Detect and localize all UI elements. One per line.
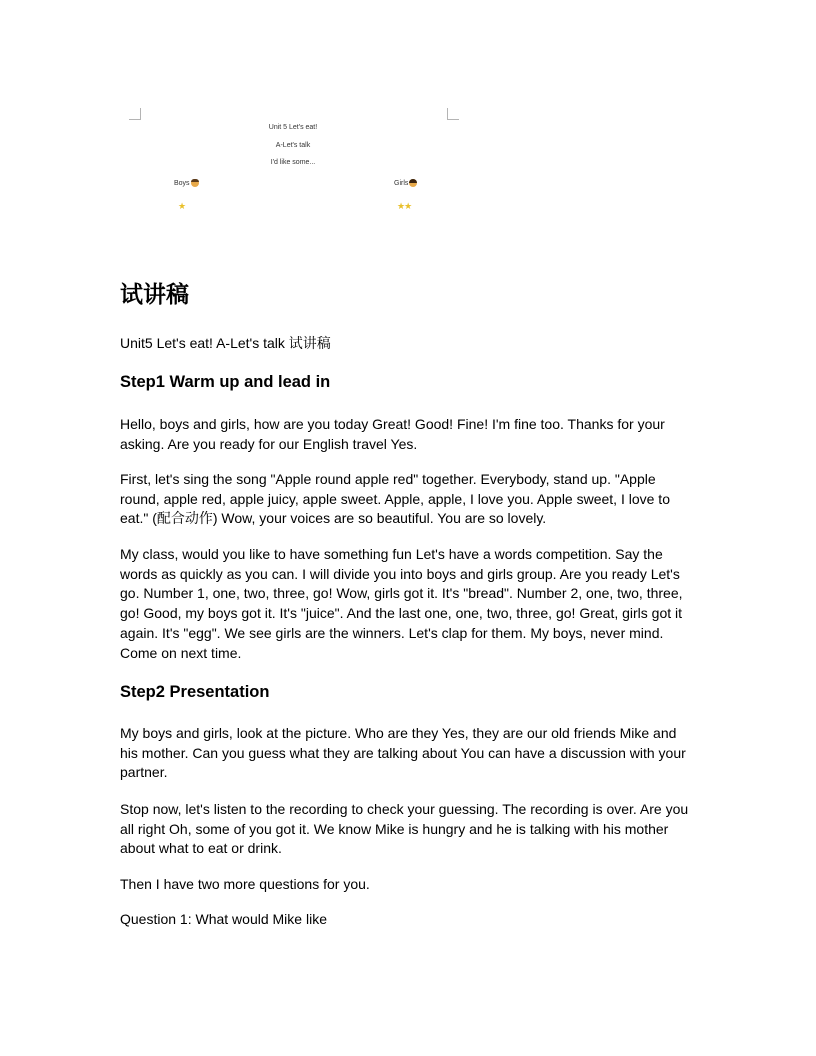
- step2-heading: Step2 Presentation: [120, 683, 270, 701]
- slide-subtitle: A-Let's talk: [275, 142, 311, 149]
- crop-mark-left: [129, 108, 141, 120]
- girls-label: Girls: [394, 179, 409, 187]
- step1-heading: Step1 Warm up and lead in: [120, 373, 331, 391]
- crop-mark-right: [447, 108, 459, 120]
- girls-star-icon: ★★: [397, 201, 412, 211]
- step1-paragraph-2: First, let's sing the song "Apple round apple red" together. Everybody, stand up. "Apple round, apple red, apple juicy, apple sweet. Apple, apple, I love you. Apple sweet, I love to eat." (配合动作) Wow, your voices are so beautiful. You are so lovely.: [120, 471, 670, 527]
- girls-group-label: [394, 179, 417, 187]
- step2-paragraph-1: My boys and girls, look at the picture. Who are they Yes, they are our old friends Mike and his mother. Can you guess what they are talking about You can have a discussion with your partner.: [120, 725, 686, 781]
- step2-paragraph-3: Then I have two more questions for you.: [120, 876, 370, 892]
- slide-phrase: I'd like some...: [270, 159, 316, 166]
- boys-star-icon: ★: [178, 201, 186, 211]
- boy-face-icon: [191, 179, 199, 187]
- step2-paragraph-4: Question 1: What would Mike like: [120, 911, 327, 927]
- boys-group-label: [174, 179, 199, 187]
- step1-paragraph-3: My class, would you like to have something fun Let's have a words competition. Say the words as quickly as you can. I will divide you into boys and girls group. Are you ready Let's go. Number 1, one, two, three, go! Wow, girls got it. It's "bread". Number 2, one, two, three, go! Good, my boys got it. It's "juice". And the last one, one, two, three, go! Great, girls got it again. It's "egg". We see girls are the winners. Let's clap for them. My boys, never mind. Come on next time.: [120, 546, 683, 661]
- document-title: 试讲稿: [120, 282, 189, 308]
- girl-face-icon: [409, 179, 417, 187]
- boys-label: Boys: [174, 179, 190, 187]
- step2-paragraph-2: Stop now, let's listen to the recording to check your guessing. The recording is over. Are you all right Oh, some of you got it. We know Mike is hungry and he is talking with his mother about what to eat or drink.: [120, 801, 689, 857]
- slide-title: Unit 5 Let's eat!: [268, 124, 318, 131]
- step1-paragraph-1: Hello, boys and girls, how are you today Great! Good! Fine! I'm fine too. Thanks for your asking. Are you ready for our English travel Yes.: [120, 416, 665, 452]
- document-subtitle: Unit5 Let's eat! A-Let's talk 试讲稿: [120, 335, 331, 351]
